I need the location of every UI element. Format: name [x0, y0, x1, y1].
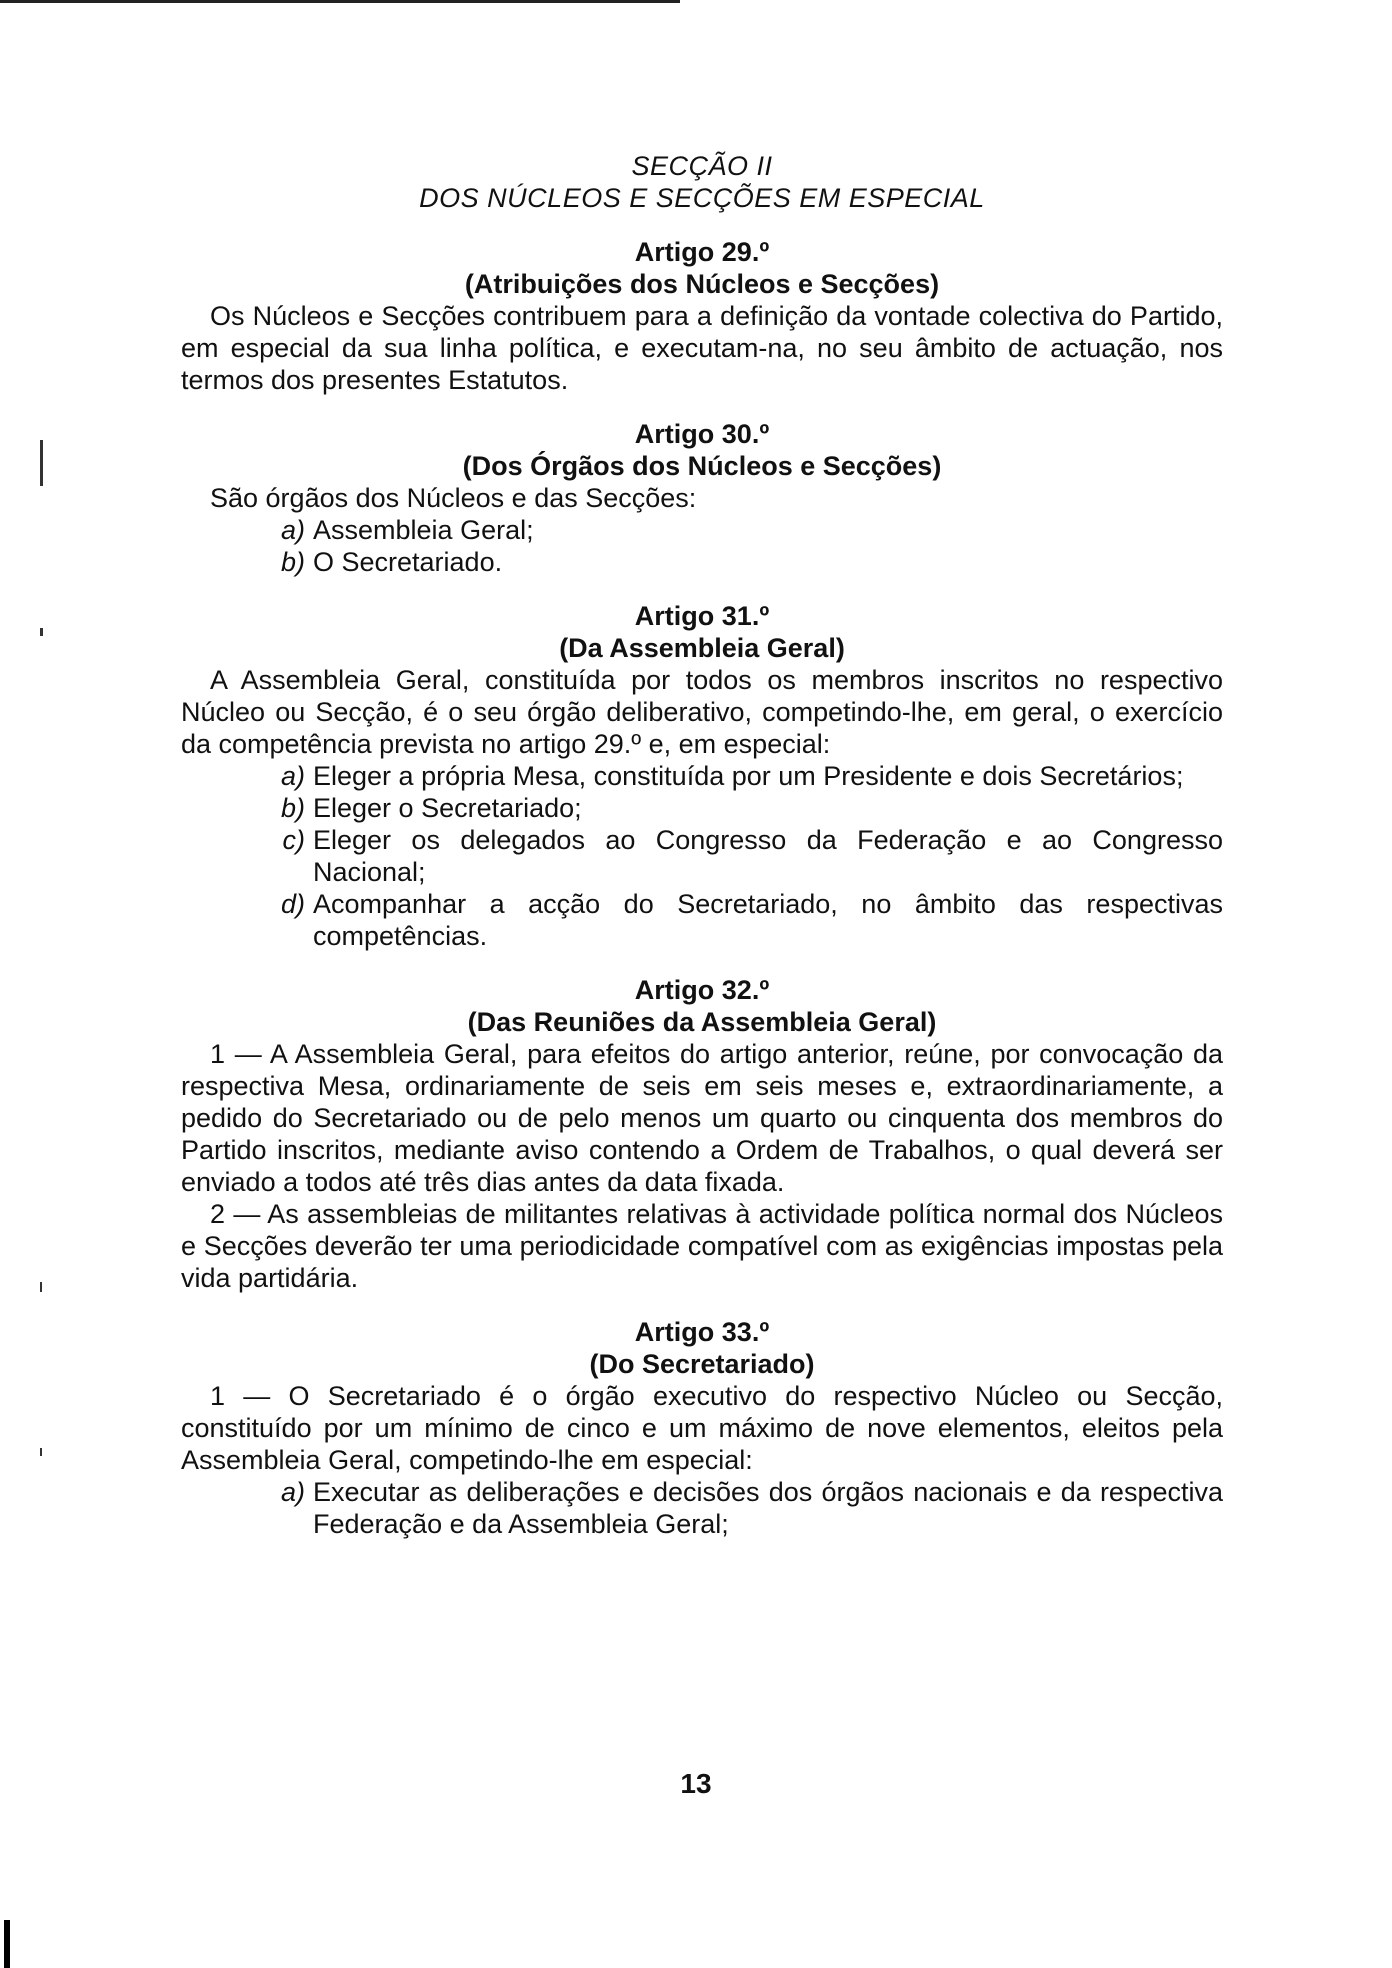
list-item	[181, 514, 1223, 546]
section-label: SECÇÃO II	[631, 151, 773, 181]
article-29	[181, 236, 1223, 396]
document-page	[181, 150, 1223, 1540]
article-subtitle: (Atribuições dos Núcleos e Secções)	[464, 269, 940, 299]
list-item-text: O Secretariado.	[313, 547, 503, 577]
list-item-text: Eleger o Secretariado;	[313, 793, 582, 823]
section-title: DOS NÚCLEOS E SECÇÕES EM ESPECIAL	[419, 183, 985, 213]
article-paragraph: 1 — A Assembleia Geral, para efeitos do artigo anterior, reúne, por convocação da respectiva Mesa, ordinariamente de seis em seis meses e, extraordinariamente, a pedido do Secretariado ou de pelo menos um quarto ou cinquenta dos membros do Partido inscritos, mediante aviso contendo a Ordem de Trabalhos, o qual deverá ser enviado a todos até três dias antes da data fixada.	[181, 1039, 1223, 1197]
list-item-text: Eleger a própria Mesa, constituída por um Presidente e dois Secretários;	[313, 761, 1184, 791]
article-paragraph: 2 — As assembleias de militantes relativas à actividade política normal dos Núcleos e Secções deverão ter uma periodicidade compatível com as exigências impostas pela vida partidária.	[181, 1199, 1223, 1293]
article-title: Artigo 31.º	[634, 601, 770, 631]
list-item	[181, 824, 1223, 888]
list-item	[181, 760, 1223, 792]
scan-mark	[40, 440, 43, 486]
list-item	[181, 888, 1223, 952]
article-subtitle: (Das Reuniões da Assembleia Geral)	[467, 1007, 937, 1037]
article-paragraph: São órgãos dos Núcleos e das Secções:	[210, 483, 697, 513]
article-title: Artigo 30.º	[634, 419, 770, 449]
list-item-letter: b)	[280, 547, 305, 577]
article-33	[181, 1316, 1223, 1540]
list-item-text: Acompanhar a acção do Secretariado, no âmbito das respectivas competências.	[313, 889, 1223, 951]
article-subtitle: (Da Assembleia Geral)	[559, 633, 845, 663]
list-item-letter: a)	[280, 1477, 305, 1507]
list-item-letter: a)	[280, 761, 305, 791]
list-item-text: Executar as deliberações e decisões dos órgãos nacionais e da respectiva Federação e da Assembleia Geral;	[313, 1477, 1223, 1539]
article-title: Artigo 33.º	[634, 1317, 770, 1347]
list-item-letter: b)	[280, 793, 305, 823]
article-title: Artigo 29.º	[634, 237, 770, 267]
scan-mark	[40, 1448, 42, 1456]
article-subtitle: (Do Secretariado)	[589, 1349, 815, 1379]
top-border-line	[0, 0, 680, 3]
list-item	[181, 792, 1223, 824]
list-item-letter: a)	[280, 515, 305, 545]
article-30	[181, 418, 1223, 578]
list-item-letter: d)	[280, 889, 305, 919]
list-item-letter: c)	[282, 825, 305, 855]
article-paragraph: 1 — O Secretariado é o órgão executivo do respectivo Núcleo ou Secção, constituído por um mínimo de cinco e um máximo de nove elementos, eleitos pela Assembleia Geral, competindo-lhe em especial:	[181, 1381, 1223, 1475]
scan-mark	[40, 1282, 42, 1292]
scan-mark	[40, 628, 43, 636]
section-heading	[181, 150, 1223, 214]
scan-mark	[4, 1920, 10, 1968]
article-title: Artigo 32.º	[634, 975, 770, 1005]
list-item-text: Eleger os delegados ao Congresso da Federação e ao Congresso Nacional;	[313, 825, 1223, 887]
list-item-text: Assembleia Geral;	[313, 515, 534, 545]
article-32	[181, 974, 1223, 1294]
article-paragraph: A Assembleia Geral, constituída por todos os membros inscritos no respectivo Núcleo ou Secção, é o seu órgão deliberativo, competindo-lhe, em geral, o exercício da competência prevista no artigo 29.º e, em especial:	[181, 665, 1223, 759]
article-31	[181, 600, 1223, 952]
article-paragraph: Os Núcleos e Secções contribuem para a definição da vontade colectiva do Partido, em especial da sua linha política, e executam-na, no seu âmbito de actuação, nos termos dos presentes Estatutos.	[181, 301, 1223, 395]
list-item	[181, 1476, 1223, 1540]
page-number: 13	[680, 1768, 712, 1799]
list-item	[181, 546, 1223, 578]
article-subtitle: (Dos Órgãos dos Núcleos e Secções)	[462, 451, 942, 481]
